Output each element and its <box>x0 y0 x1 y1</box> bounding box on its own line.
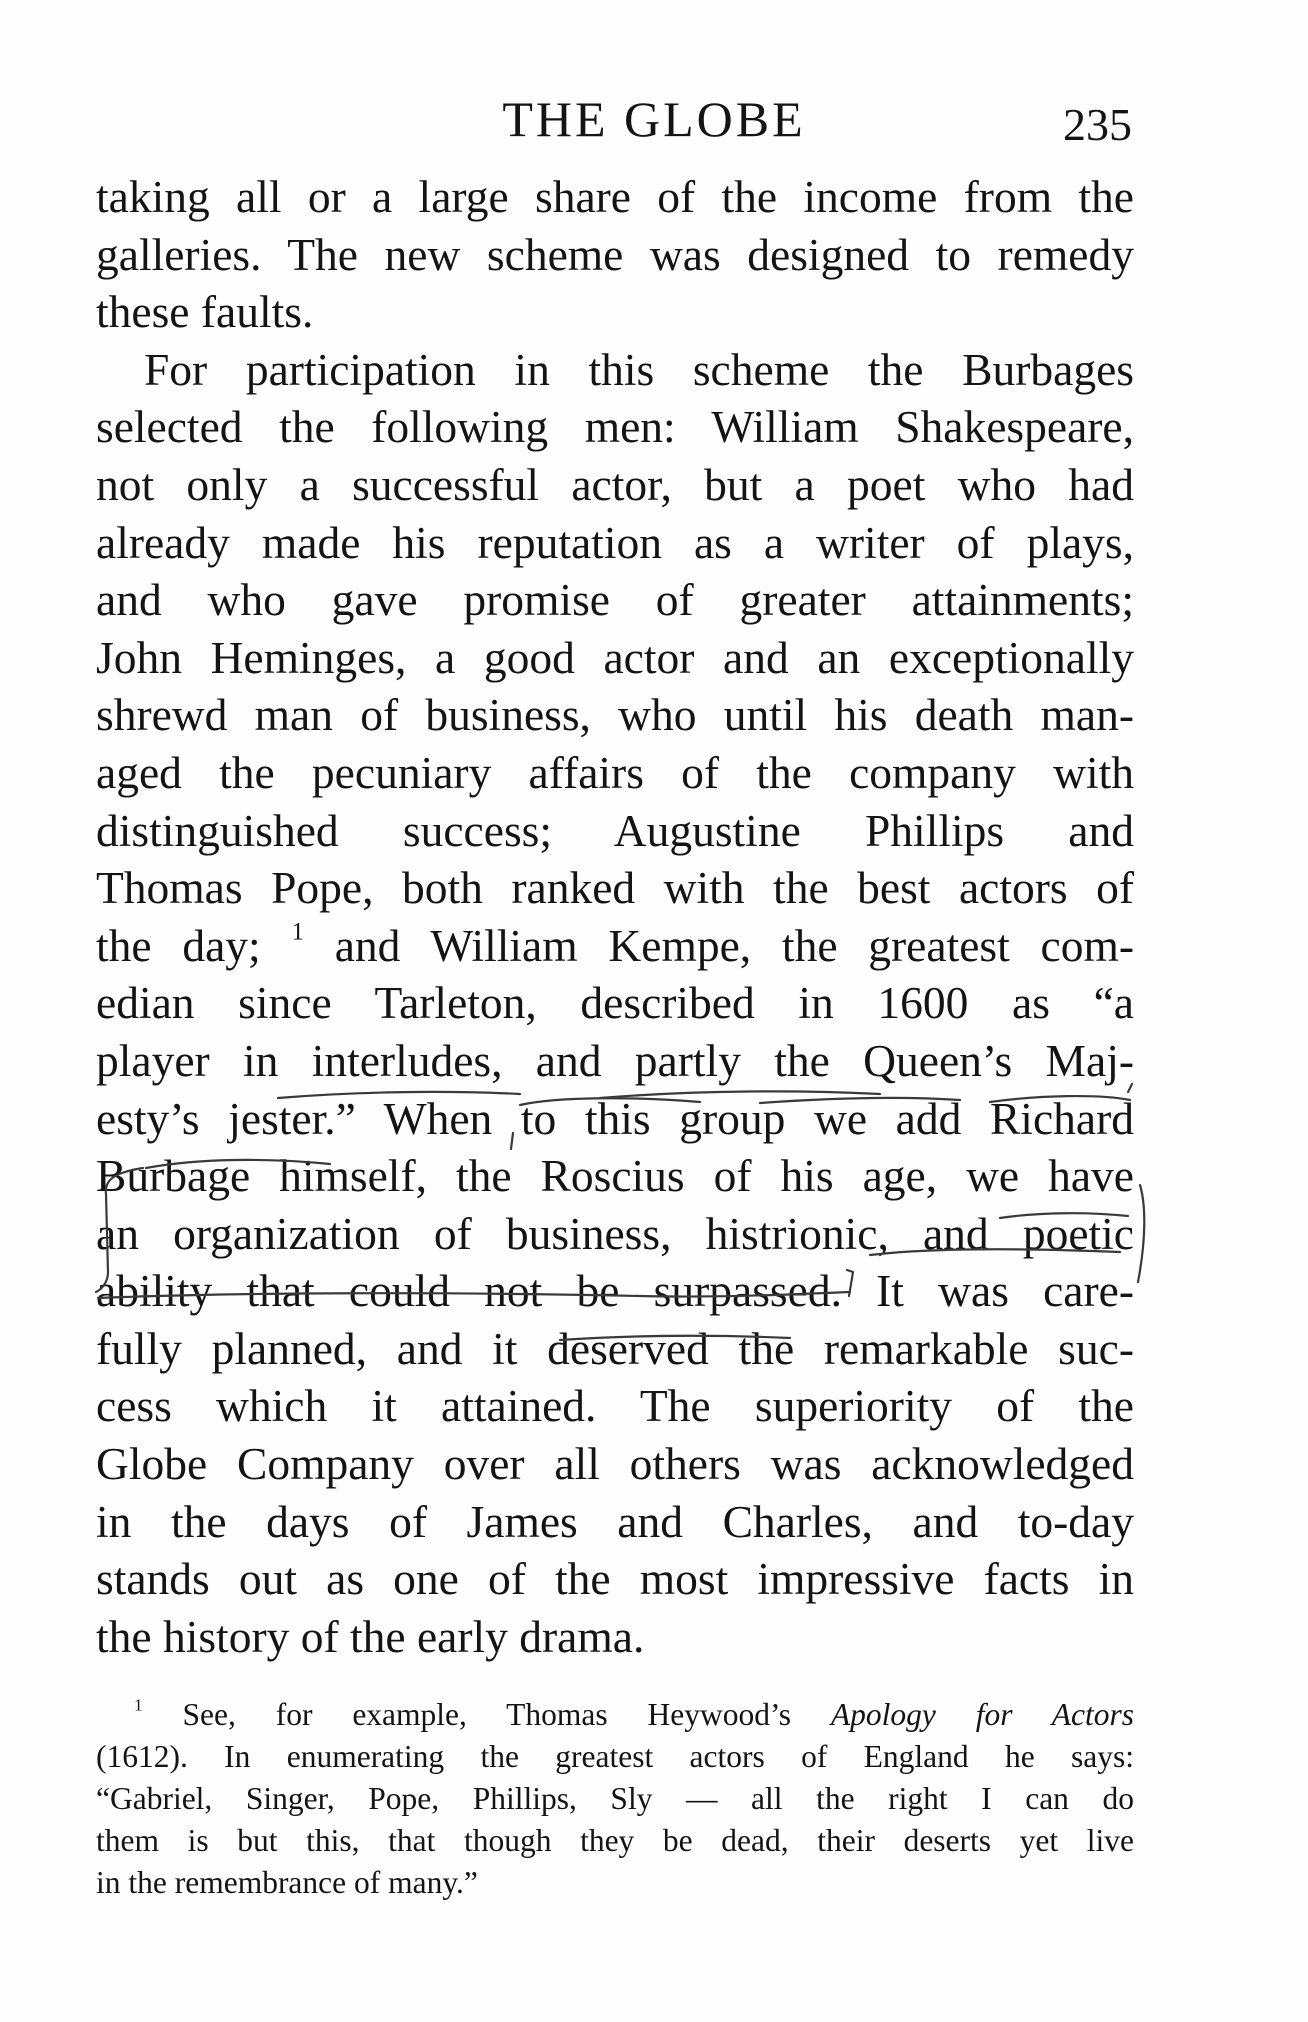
footnote-reference[interactable]: 1 <box>291 918 304 946</box>
text-line: player in interludes, and partly the Queen’s Maj- <box>96 1034 1134 1086</box>
text-line: these faults. <box>96 286 314 338</box>
text-line: esty’s jester.” When to this group we add Richard <box>96 1092 1134 1144</box>
text-line: For participation in this scheme the Burbages <box>144 343 1134 395</box>
right-bracket-mark <box>1138 1185 1144 1282</box>
footnote-line <box>96 1694 1134 1736</box>
text-line: Globe Company over all others was acknowledged <box>96 1438 1134 1490</box>
text-line: fully planned, and it deserved the remarkable suc- <box>96 1322 1134 1374</box>
text-line: shrewd man of business, who until his death man- <box>96 689 1134 741</box>
footnote <box>96 1694 1134 1904</box>
text-line: and who gave promise of greater attainments; <box>96 574 1134 626</box>
text-line: the history of the early drama. <box>96 1610 645 1662</box>
running-title: THE GLOBE <box>502 91 806 147</box>
text-line: selected the following men: William Shakespeare, <box>96 401 1134 453</box>
text-line: an organization of business, histrionic, and poetic <box>96 1207 1134 1259</box>
running-head <box>0 84 1308 154</box>
text-line: aged the pecuniary affairs of the company with <box>96 746 1134 798</box>
text-line: Burbage himself, the Roscius of his age, we have <box>96 1150 1134 1202</box>
text-line: ability that could not be surpassed. It was care- <box>96 1265 1134 1317</box>
text-line-with-footnote-ref <box>96 917 1134 975</box>
page-number: 235 <box>1063 99 1132 150</box>
work-title: Apology for Actors <box>830 1697 1134 1732</box>
footnote-marker: 1 <box>134 1695 143 1715</box>
text-line: cess which it attained. The superiority of the <box>96 1380 1134 1432</box>
text-line: edian since Tarleton, described in 1600 as “a <box>96 977 1134 1029</box>
footnote-text: See, for example, Thomas Heywood’s <box>182 1697 792 1732</box>
text-line: stands out as one of the most impressive facts in <box>96 1553 1134 1605</box>
text-line: galleries. The new scheme was designed to remedy <box>96 228 1134 280</box>
text-segment: the day; <box>96 919 261 971</box>
footnote-line: “Gabriel, Singer, Pope, Phillips, Sly — all the right I can do <box>96 1781 1134 1816</box>
footnote-line: in the remembrance of many.” <box>96 1865 478 1900</box>
text-segment: and William Kempe, the greatest com- <box>334 919 1134 971</box>
text-line: Thomas Pope, both ranked with the best actors of <box>96 862 1134 914</box>
text-line: in the days of James and Charles, and to-day <box>96 1495 1134 1547</box>
footnote-line: (1612). In enumerating the greatest actors of England he says: <box>96 1739 1134 1774</box>
text-line: distinguished success; Augustine Phillips and <box>96 804 1134 856</box>
text-line: John Heminges, a good actor and an exceptionally <box>96 631 1134 683</box>
text-line: not only a successful actor, but a poet who had <box>96 458 1134 510</box>
text-line: already made his reputation as a writer of plays, <box>96 516 1134 568</box>
body-text <box>96 168 1134 1665</box>
text-line: taking all or a large share of the income from the <box>96 171 1134 222</box>
footnote-line: them is but this, that though they be dead, their deserts yet live <box>96 1823 1134 1858</box>
